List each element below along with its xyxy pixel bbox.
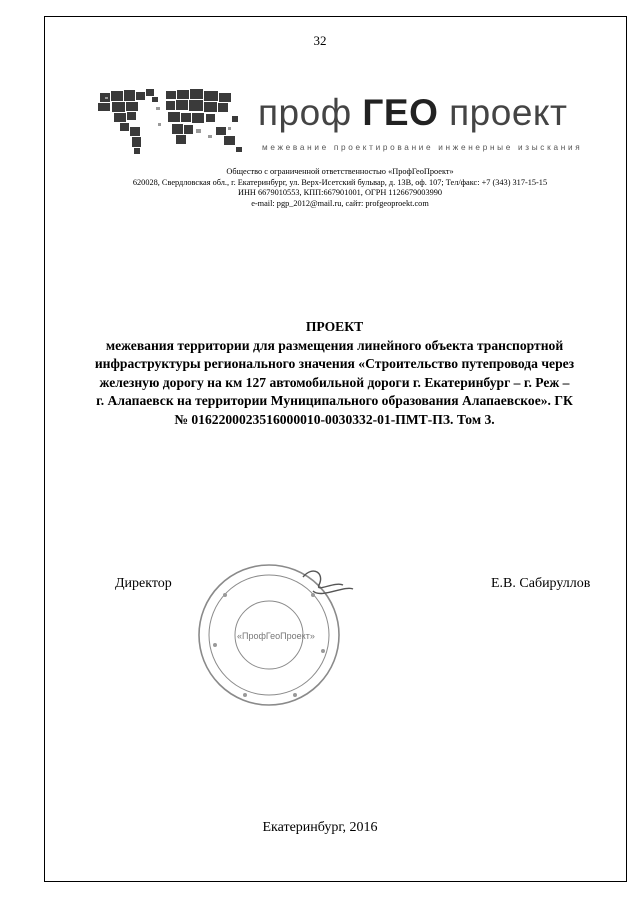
brand-name-suffix: проект: [449, 92, 568, 133]
company-stamp-icon: [185, 555, 355, 715]
document-title: [58, 318, 611, 429]
title-line-3: железную дорогу на км 127 автомобильной дороги г. Екатеринбург – г. Реж –: [99, 374, 570, 390]
title-line-5: № 0162200023516000010-0030332-01-ПМТ-ПЗ. Том 3.: [174, 411, 495, 427]
stamp-text: «ПрофГеоПроект»: [237, 631, 315, 641]
brand-name-prefix: проф: [258, 92, 352, 133]
title-heading: ПРОЕКТ: [305, 319, 364, 334]
org-registration: ИНН 6679010553, КПП:667901001, ОГРН 1126679003990: [237, 188, 443, 197]
city-year: Екатеринбург, 2016: [262, 820, 378, 835]
brand-tagline: межевание проектирование инженерные изыскания: [262, 143, 583, 152]
org-address: 620028, Свердловская обл., г. Екатеринбург, ул. Верх-Исетский бульвар, д. 13В, оф. 107; Тел/факс: +7 (343) 317-15-15: [132, 177, 548, 187]
brand-name: [258, 92, 567, 134]
world-map-logo-icon: [96, 87, 246, 157]
title-line-1: межевания территории для размещения линейного объекта транспортной: [105, 337, 564, 353]
organization-details: [40, 167, 640, 209]
org-contacts: e-mail: pgp_2012@mail.ru, сайт: profgeoproekt.com: [251, 198, 429, 208]
director-name: Е.В. Сабируллов: [491, 576, 591, 591]
title-line-4: г. Алапаевск на территории Муниципального образования Алапаевское». ГК: [96, 393, 573, 408]
brand-name-bold: ГЕО: [362, 92, 439, 133]
page-number: 32: [313, 33, 327, 48]
director-label: Директор: [115, 576, 172, 591]
org-name: Общество с ограниченной ответственностью «ПрофГеоПроект»: [226, 167, 454, 176]
title-line-2: инфраструктуры регионального значения «Строительство путепровода через: [94, 356, 575, 371]
